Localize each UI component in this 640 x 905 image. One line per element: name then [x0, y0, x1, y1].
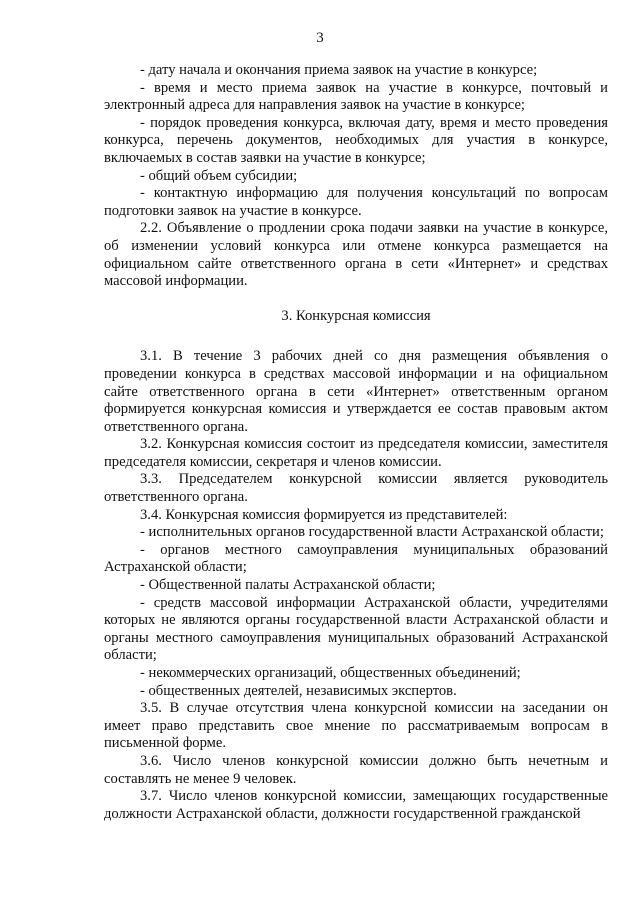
document-body	[104, 62, 608, 823]
paragraph-2-2: 2.2. Объявление о продлении срока подачи заявки на участие в конкурсе, об изменении условий конкурса или отмене конкурса размещается на официальном сайте ответственного органа в сети «Интернет» и средствах массовой информации.	[104, 220, 608, 290]
paragraph-3-2: 3.2. Конкурсная комиссия состоит из председателя комиссии, заместителя председателя комиссии, секретаря и членов комиссии.	[104, 436, 608, 470]
list-item-subsidy: - общий объем субсидии;	[140, 167, 298, 184]
list-item-mass-media: - средств массовой информации Астраханской области, учредителями которых не являются органы государственной власти Астраханской области и органы местного самоуправления муниципальных образований Астраханской области;	[104, 594, 608, 664]
list-item-public-chamber: - Общественной палаты Астраханской области;	[140, 577, 436, 594]
list-item-executive-bodies: - исполнительных органов государственной власти Астраханской области;	[140, 524, 604, 541]
paragraph-3-7: 3.7. Число членов конкурсной комиссии, замещающих государственные должности Астраханской области, должности государственной гражданской	[104, 788, 608, 822]
paragraph-3-5: 3.5. В случае отсутствия члена конкурсной комиссии на заседании он имеет право представить свое мнение по рассматриваемым вопросам в письменной форме.	[104, 700, 608, 752]
paragraph-3-1: 3.1. В течение 3 рабочих дней со дня размещения объявления о проведении конкурса в средствах массовой информации и на официальном сайте ответственного органа в сети «Интернет» ответственным органом формируется конкурсная комиссия и утверждается ее состав правовым актом ответственного органа.	[104, 348, 608, 435]
list-item-local-government: - органов местного самоуправления муниципальных образований Астраханской области;	[104, 541, 608, 576]
paragraph-3-3: 3.3. Председателем конкурсной комиссии является руководитель ответственного органа.	[104, 471, 608, 506]
list-item-contacts: - контактную информацию для получения консультаций по вопросам подготовки заявок на участие в конкурсе.	[104, 185, 608, 219]
page-number: 3	[316, 30, 324, 46]
list-item-public-figures: - общественных деятелей, независимых экспертов.	[140, 682, 457, 699]
list-item-place: - время и место приема заявок на участие в конкурсе, почтовый и электронный адреса для направления заявок на участие в конкурсе;	[104, 79, 608, 114]
section-heading: 3. Конкурсная комиссия	[281, 307, 431, 324]
paragraph-3-6: 3.6. Число членов конкурсной комиссии должно быть нечетным и составлять не менее 9 человек.	[104, 752, 608, 787]
list-item-procedure: - порядок проведения конкурса, включая дату, время и место проведения конкурса, перечень документов, необходимых для участия в конкурсе, включаемых в состав заявки на участие в конкурсе;	[104, 114, 608, 166]
paragraph-3-4: 3.4. Конкурсная комиссия формируется из представителей:	[140, 506, 508, 523]
list-item-nonprofits: - некоммерческих организаций, общественных объединений;	[140, 665, 521, 681]
list-item-dates: - дату начала и окончания приема заявок на участие в конкурсе;	[140, 62, 538, 78]
